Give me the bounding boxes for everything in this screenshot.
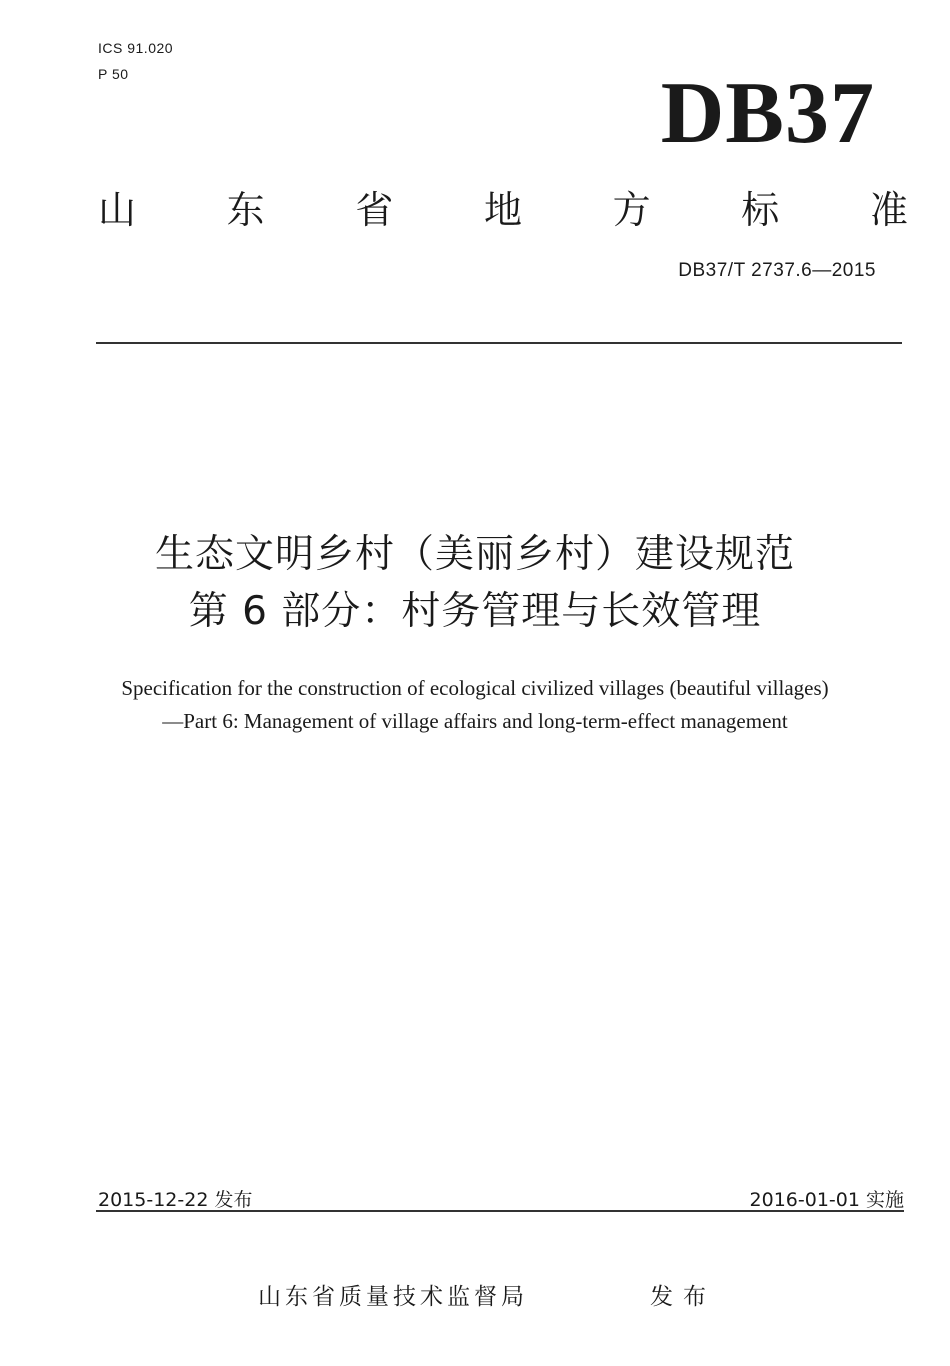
title-chinese-line-1: 生态文明乡村（美丽乡村）建设规范 <box>154 532 795 577</box>
ccs-code: P 50 <box>98 66 129 82</box>
standard-type-char: 东 <box>226 188 265 232</box>
publisher: 山东省质量技术监督局 <box>258 1284 528 1310</box>
publish-label: 发布 <box>650 1284 716 1310</box>
title-english-line-1: Specification for the construction of ecological civilized villages (beautiful villages) <box>121 676 829 700</box>
standard-type-char: 山 <box>98 188 137 232</box>
standard-type-char: 省 <box>355 188 394 232</box>
standard-type <box>98 186 908 234</box>
ics-code: ICS 91.020 <box>98 40 174 56</box>
standard-type-char: 方 <box>612 188 651 232</box>
standard-number: DB37/T 2737.6—2015 <box>678 260 876 281</box>
top-divider <box>96 342 902 344</box>
standard-code-mark: DB37 <box>660 65 875 162</box>
standard-type-char: 准 <box>869 188 908 232</box>
bottom-divider <box>96 1210 904 1212</box>
standard-type-char: 标 <box>741 188 780 232</box>
issue-date: 2015-12-22 发布 <box>98 1189 253 1211</box>
implementation-date: 2016-01-01 实施 <box>749 1189 904 1211</box>
title-english-line-2: —Part 6: Management of village affairs and long-term-effect management <box>162 709 788 733</box>
standard-type-char: 地 <box>483 188 522 232</box>
title-chinese-line-2: 第 6 部分：村务管理与长效管理 <box>188 589 762 634</box>
